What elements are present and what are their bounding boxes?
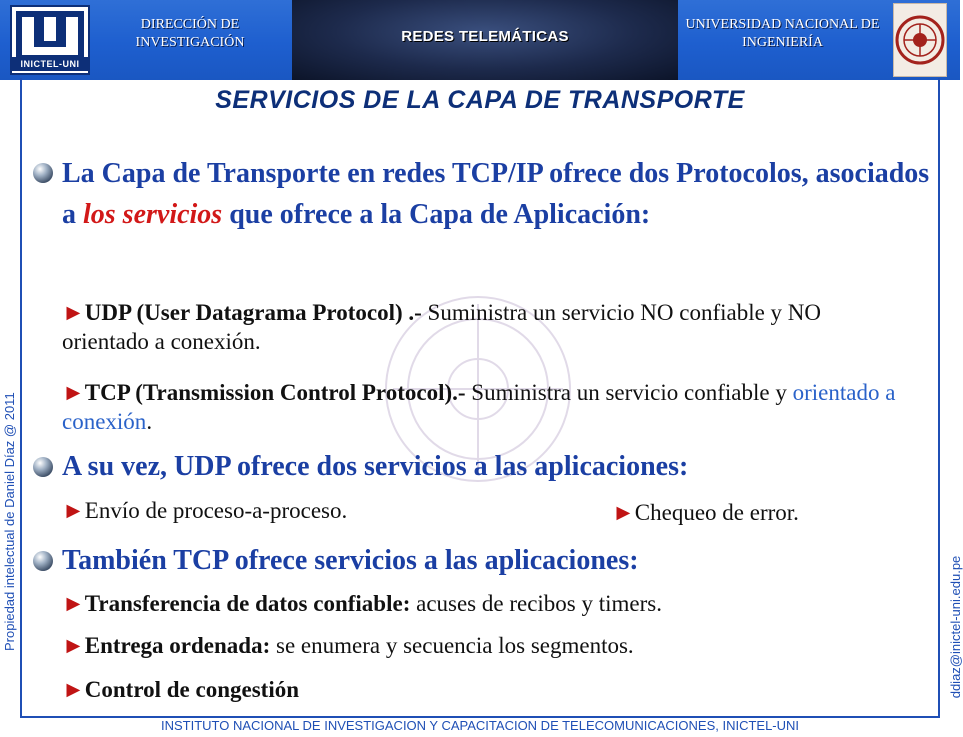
tcp-service-desc: se enumera y secuencia los segmentos. <box>270 633 634 658</box>
udp-services-heading: A su vez, UDP ofrece dos servicios a las aplicaciones: <box>62 451 689 482</box>
udp-protocol-item <box>62 298 912 356</box>
footer-institution: INSTITUTO NACIONAL DE INVESTIGACION Y CAPACITACION DE TELECOMUNICACIONES, INICTEL-UNI <box>160 718 800 733</box>
tcp-protocol-end: . <box>146 409 153 434</box>
universidad-label: UNIVERSIDAD NACIONAL DE INGENIERÍA <box>685 17 880 50</box>
header-band <box>0 0 960 80</box>
inictel-logo-icon <box>16 11 84 61</box>
intro-emphasis: los servicios <box>83 199 223 230</box>
tcp-service-item-1 <box>62 589 662 618</box>
uni-seal-logo <box>893 3 947 77</box>
intro-text-before: La Capa de Transporte en redes TCP/IP ofrece dos Protocolos, asociados a <box>62 158 930 230</box>
arrow-icon: ► <box>62 633 85 658</box>
tcp-protocol-name: TCP (Transmission Control Protocol).- <box>84 380 466 405</box>
udp-service-item-2 <box>612 498 799 527</box>
direccion-label: DIRECCIÓN DE INVESTIGACIÓN <box>135 17 245 50</box>
course-title: REDES TELEMÁTICAS <box>401 28 569 45</box>
udp-service-label: Chequeo de error. <box>634 500 799 525</box>
tcp-service-desc: acuses de recibos y timers. <box>410 591 663 616</box>
frame-left-line <box>20 78 22 718</box>
tcp-service-name: Entrega ordenada: <box>84 633 271 658</box>
udp-service-label: Envío de proceso-a-proceso. <box>84 498 348 523</box>
inictel-logo-text: INICTEL-UNI <box>12 57 88 71</box>
bullet-icon <box>33 163 53 183</box>
intro-text-after: que ofrece a la Capa de Aplicación: <box>222 199 651 230</box>
tcp-service-name: Transferencia de datos confiable: <box>84 591 411 616</box>
copyright-vertical-text: Propiedad intelectual de Daniel Díaz @ 2011 <box>2 392 17 651</box>
udp-protocol-name: UDP (User Datagrama Protocol) .- <box>84 300 422 325</box>
arrow-icon: ► <box>62 591 85 616</box>
tcp-service-item-2 <box>62 631 634 660</box>
arrow-icon: ► <box>62 677 85 702</box>
inictel-logo <box>10 5 90 75</box>
arrow-icon: ► <box>62 300 85 325</box>
slide-title: SERVICIOS DE LA CAPA DE TRANSPORTE <box>215 86 745 114</box>
tcp-services-heading: También TCP ofrece servicios a las aplicaciones: <box>62 545 639 576</box>
udp-service-item-1 <box>62 496 347 525</box>
bullet-icon <box>33 551 53 571</box>
arrow-icon: ► <box>62 498 85 523</box>
udp-protocol-desc: Suministra un servicio NO confiable y NO orientado a conexión. <box>62 300 822 354</box>
uni-seal-icon <box>894 4 946 76</box>
arrow-icon: ► <box>612 500 635 525</box>
arrow-icon: ► <box>62 380 85 405</box>
tcp-service-item-3 <box>62 675 299 704</box>
intro-paragraph <box>62 153 942 235</box>
tcp-protocol-desc: Suministra un servicio confiable y <box>465 380 793 405</box>
tcp-protocol-highlight: orientado a conexión <box>62 380 896 434</box>
email-vertical-text: ddiaz@inictel-uni.edu.pe <box>948 555 963 699</box>
tcp-protocol-item <box>62 378 922 436</box>
tcp-service-name: Control de congestión <box>84 677 300 702</box>
bullet-icon <box>33 457 53 477</box>
